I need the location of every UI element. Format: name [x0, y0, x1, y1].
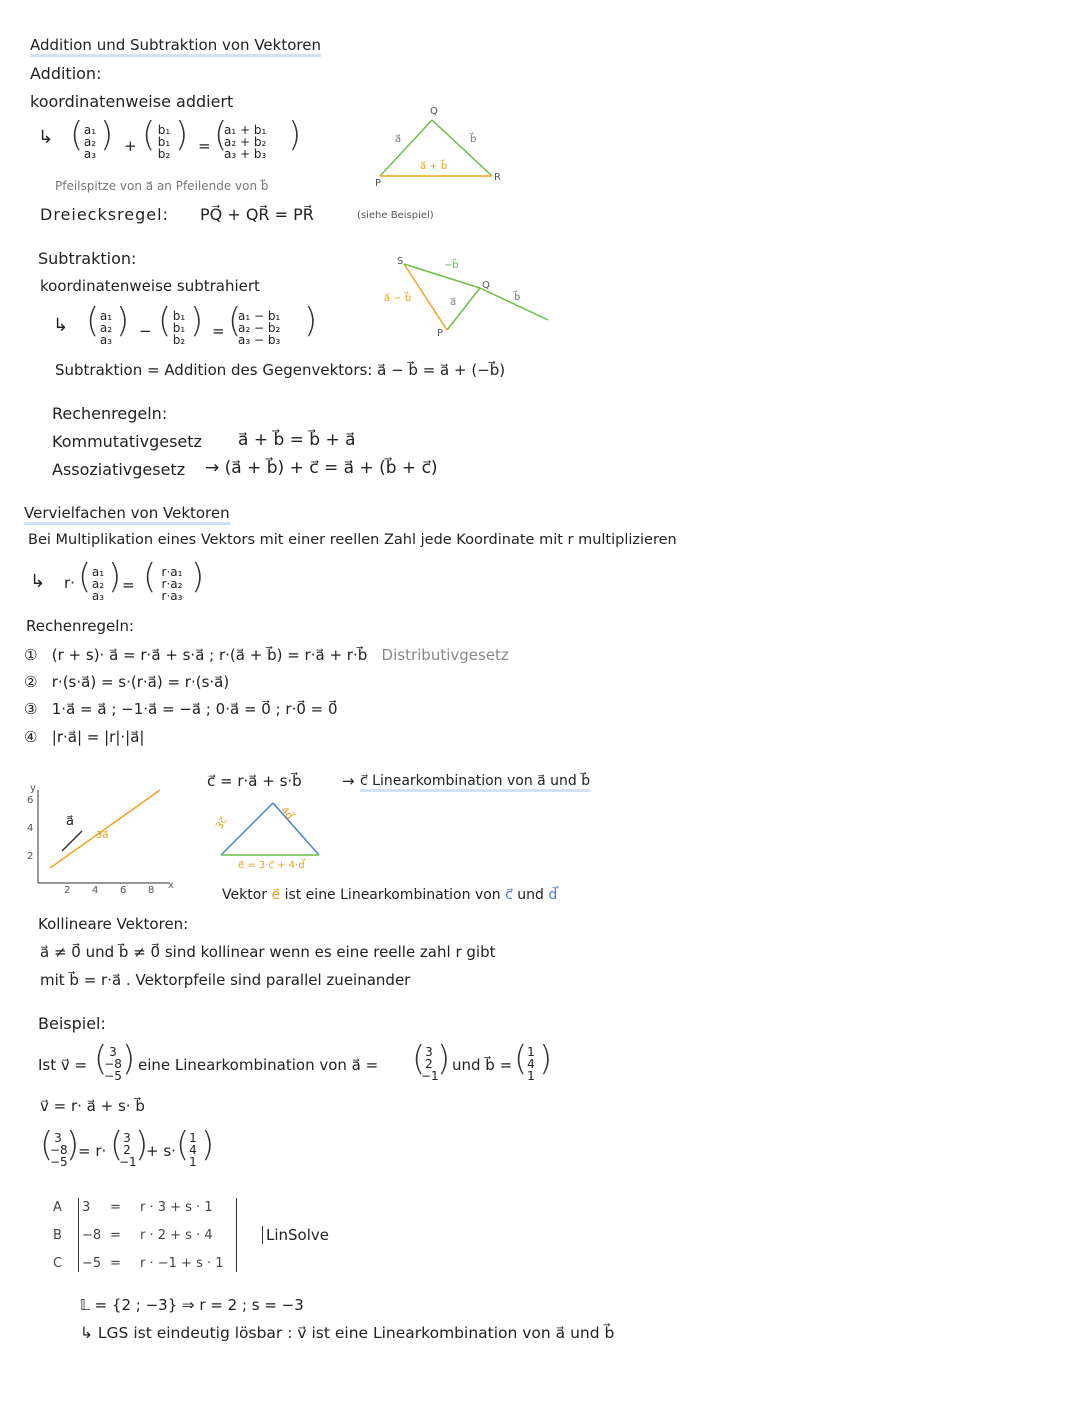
point-q: Q — [482, 280, 490, 291]
paren-left: ( — [94, 1039, 108, 1079]
system-row-c-eq: = — [110, 1256, 121, 1271]
lincomb-formula: c⃗ = r·a⃗ + s·b⃗ — [207, 772, 302, 790]
lincomb-formula-desc: c⃗ Linearkombination von a⃗ und b⃗ — [360, 774, 590, 789]
system-right-bar — [236, 1198, 237, 1272]
paren-right: ) — [66, 1125, 80, 1165]
addition-label: Addition: — [30, 64, 102, 83]
paren-right: ) — [108, 557, 122, 597]
y-tick-6: 6 — [27, 795, 34, 806]
vector-b: 1 4 1 — [527, 1045, 535, 1083]
addition-desc: koordinatenweise addiert — [30, 92, 234, 111]
associative-formula: → (a⃗ + b⃗) + c⃗ = a⃗ + (b⃗ + c⃗) — [205, 458, 438, 478]
see-example-note: (siehe Beispiel) — [357, 210, 434, 221]
point-r: R — [494, 172, 501, 183]
scalar-r: r· — [64, 574, 75, 592]
paren-left: ( — [78, 557, 92, 597]
solver-label: LinSolve — [266, 1226, 330, 1244]
label-neg-b: −b⃗ — [444, 260, 459, 271]
paren-right: ) — [191, 557, 205, 597]
minus-sign: − — [139, 322, 152, 340]
rule-2 — [24, 674, 229, 691]
triangle-rule-formula: PQ⃗ + QR⃗ = PR⃗ — [200, 205, 314, 224]
graph-label-3a: 3a⃗ — [96, 830, 109, 841]
paren-left: ( — [86, 301, 100, 341]
label-b-vector: b⃗ — [470, 134, 477, 145]
point-s: S — [397, 256, 404, 267]
example-eq2-r: = r· — [78, 1142, 107, 1160]
subtraction-label: Subtraktion: — [38, 249, 137, 268]
lincomb-arrow: → — [342, 772, 355, 790]
label-a-vector: a⃗ — [450, 297, 457, 308]
rule-1-num: ① — [24, 646, 38, 664]
rule-4-num: ④ — [24, 728, 38, 746]
arrow-hook-icon: ↳ — [30, 571, 46, 592]
x-axis-label: x — [168, 880, 174, 891]
equals-sign: = — [122, 576, 135, 594]
system-row-b-lhs: −8 — [82, 1228, 102, 1243]
rule-2-text: r·(s·a⃗) = s·(r·a⃗) = r·(s·a⃗) — [51, 673, 230, 691]
equals-sign: = — [198, 137, 211, 155]
paren-left: ( — [228, 301, 242, 341]
rule-2-num: ② — [24, 673, 38, 691]
rule-4 — [24, 729, 144, 746]
label-b-vector: b⃗ — [514, 292, 521, 303]
rule-4-text: |r·a⃗| = |r|·|a⃗| — [51, 728, 145, 746]
point-p: P — [375, 178, 382, 189]
paren-left: ( — [412, 1039, 426, 1079]
solution-set: 𝕃 = {2 ; −3} ⇒ r = 2 ; s = −3 — [80, 1296, 304, 1314]
rule-1 — [24, 647, 509, 664]
paren-right: ) — [304, 301, 318, 341]
commutative-formula: a⃗ + b⃗ = b⃗ + a⃗ — [238, 430, 356, 450]
vector-v: 3 −8 −5 — [104, 1045, 122, 1083]
system-row-a-eq: = — [110, 1200, 121, 1215]
triangle-rule-label: Dreiecksregel: — [40, 205, 169, 224]
system-row-a-label: A — [53, 1200, 62, 1215]
label-a-vector: a⃗ — [395, 134, 402, 145]
rules-title: Rechenregeln: — [52, 404, 168, 423]
graph-label-a: a⃗ — [66, 814, 74, 829]
vector-a: 3 2 −1 — [421, 1045, 439, 1083]
paren-right: ) — [437, 1039, 451, 1079]
collinear-title: Kollineare Vektoren: — [38, 915, 189, 933]
subtraction-desc: koordinatenweise subtrahiert — [40, 277, 260, 295]
point-q: Q — [430, 106, 438, 117]
vektor-e-desc: Vektor e⃗ ist eine Linearkombination von c⃗ und d⃗ — [222, 887, 558, 903]
example-und: und b⃗ = — [452, 1056, 513, 1074]
paren-left: ( — [110, 1125, 124, 1165]
section-title-scaling: Vervielfachen von Vektoren — [24, 505, 230, 522]
commutative-label: Kommutativgesetz — [52, 432, 202, 451]
x-tick-4: 4 — [92, 885, 99, 896]
label-4d: 4d⃗ — [278, 805, 295, 822]
vector-b: b₁ b₁ b₂ — [157, 123, 171, 161]
plus-sign: + — [124, 137, 137, 155]
paren-right: ) — [122, 1039, 136, 1079]
scaling-rules-title: Rechenregeln: — [26, 617, 135, 635]
point-p: P — [437, 328, 444, 339]
system-left-bar — [78, 1198, 79, 1272]
system-row-b-label: B — [53, 1228, 62, 1243]
paren-right: ) — [190, 301, 204, 341]
solver-bar — [262, 1226, 263, 1244]
rule-3-text: 1·a⃗ = a⃗ ; −1·a⃗ = −a⃗ ; 0·a⃗ = 0⃗ ; r·0⃗ = 0⃗ — [51, 700, 338, 718]
equals-sign: = — [212, 322, 225, 340]
rule-3 — [24, 701, 338, 718]
example-desc: eine Linearkombination von a⃗ = — [138, 1056, 379, 1074]
y-axis-label: y — [30, 783, 36, 794]
paren-left: ( — [40, 1125, 54, 1165]
system-row-c-lhs: −5 — [82, 1256, 102, 1271]
vector-difference: a₁ − b₁ a₂ − b₂ a₃ − b₃ — [238, 309, 281, 347]
paren-left: ( — [70, 115, 84, 155]
label-3c: 3c⃗ — [214, 815, 230, 832]
rule-3-num: ③ — [24, 700, 38, 718]
vector-a: 3 2 −1 — [119, 1131, 137, 1169]
subtraction-rule: Subtraktion = Addition des Gegenvektors: a⃗ − b⃗ = a⃗ + (−b⃗) — [55, 361, 506, 379]
scaling-desc: Bei Multiplikation eines Vektors mit einer reellen Zahl jede Koordinate mit r multiplizieren — [28, 532, 677, 548]
x-tick-6: 6 — [120, 885, 127, 896]
arrow-hook-icon: ↳ — [53, 315, 69, 336]
example-title: Beispiel: — [38, 1014, 106, 1033]
system-row-c-label: C — [53, 1256, 63, 1271]
paren-left: ( — [143, 557, 157, 597]
vector-a: a₁ a₂ a₃ — [99, 309, 113, 347]
y-tick-2: 2 — [27, 851, 34, 862]
paren-right: ) — [201, 1125, 215, 1165]
paren-left: ( — [176, 1125, 190, 1165]
arrow-hook-icon: ↳ — [38, 127, 54, 148]
paren-left: ( — [158, 301, 172, 341]
system-row-b-rhs: r · 2 + s · 4 — [140, 1228, 213, 1243]
conclusion: ↳ LGS ist eindeutig lösbar : v⃗ ist eine Linearkombination von a⃗ und b⃗ — [80, 1324, 615, 1342]
subtraction-triangle-diagram — [390, 250, 560, 350]
rule-1-text: (r + s)· a⃗ = r·a⃗ + s·a⃗ ; r·(a⃗ + b⃗) = r·a⃗ + r·b⃗ — [51, 646, 368, 664]
vector-a: a₁ a₂ a₃ — [91, 565, 105, 603]
label-sum-vector: a⃗ + b⃗ — [420, 161, 448, 172]
label-e-combination: e⃗ = 3·c⃗ + 4·d⃗ — [238, 860, 305, 871]
paren-right: ) — [116, 301, 130, 341]
label-a-minus-b: a⃗ − b⃗ — [384, 293, 412, 304]
paren-left: ( — [214, 115, 228, 155]
example-eq2-s: + s· — [146, 1142, 176, 1160]
arrow-tip-note: Pfeilspitze von a⃗ an Pfeilende von b⃗ — [55, 179, 269, 193]
paren-right: ) — [135, 1125, 149, 1165]
associative-label: Assoziativgesetz — [52, 460, 186, 479]
paren-left: ( — [142, 115, 156, 155]
collinear-line-1: a⃗ ≠ 0⃗ und b⃗ ≠ 0⃗ sind kollinear wenn es eine reelle zahl r gibt — [40, 943, 496, 961]
section-title-addition-subtraction: Addition und Subtraktion von Vektoren — [30, 37, 321, 54]
paren-right: ) — [175, 115, 189, 155]
lincomb-triangle-diagram — [215, 795, 335, 865]
vector-ra: r·a₁ r·a₂ r·a₃ — [161, 565, 183, 603]
vector-sum: a₁ + b₁ a₂ + b₂ a₃ + b₃ — [224, 123, 267, 161]
collinear-line-2: mit b⃗ = r·a⃗ . Vektorpfeile sind parallel zueinander — [40, 971, 411, 989]
paren-right: ) — [539, 1039, 553, 1079]
vector-b: b₁ b₁ b₂ — [172, 309, 186, 347]
system-row-a-rhs: r · 3 + s · 1 — [140, 1200, 213, 1215]
system-row-c-rhs: r · −1 + s · 1 — [140, 1256, 224, 1271]
x-tick-2: 2 — [64, 885, 71, 896]
system-row-b-eq: = — [110, 1228, 121, 1243]
vector-v: 3 −8 −5 — [50, 1131, 68, 1169]
system-row-a-lhs: 3 — [82, 1200, 91, 1215]
x-tick-8: 8 — [148, 885, 155, 896]
y-tick-4: 4 — [27, 823, 34, 834]
paren-left: ( — [514, 1039, 528, 1079]
example-eq1: v⃗ = r· a⃗ + s· b⃗ — [40, 1097, 145, 1115]
rule-1-extra: Distributivgesetz — [381, 646, 509, 664]
paren-right: ) — [100, 115, 114, 155]
addition-triangle-diagram — [370, 100, 510, 190]
paren-right: ) — [288, 115, 302, 155]
example-ist: Ist v⃗ = — [38, 1056, 88, 1074]
vector-a: a₁ a₂ a₃ — [83, 123, 97, 161]
vector-b: 1 4 1 — [189, 1131, 197, 1169]
